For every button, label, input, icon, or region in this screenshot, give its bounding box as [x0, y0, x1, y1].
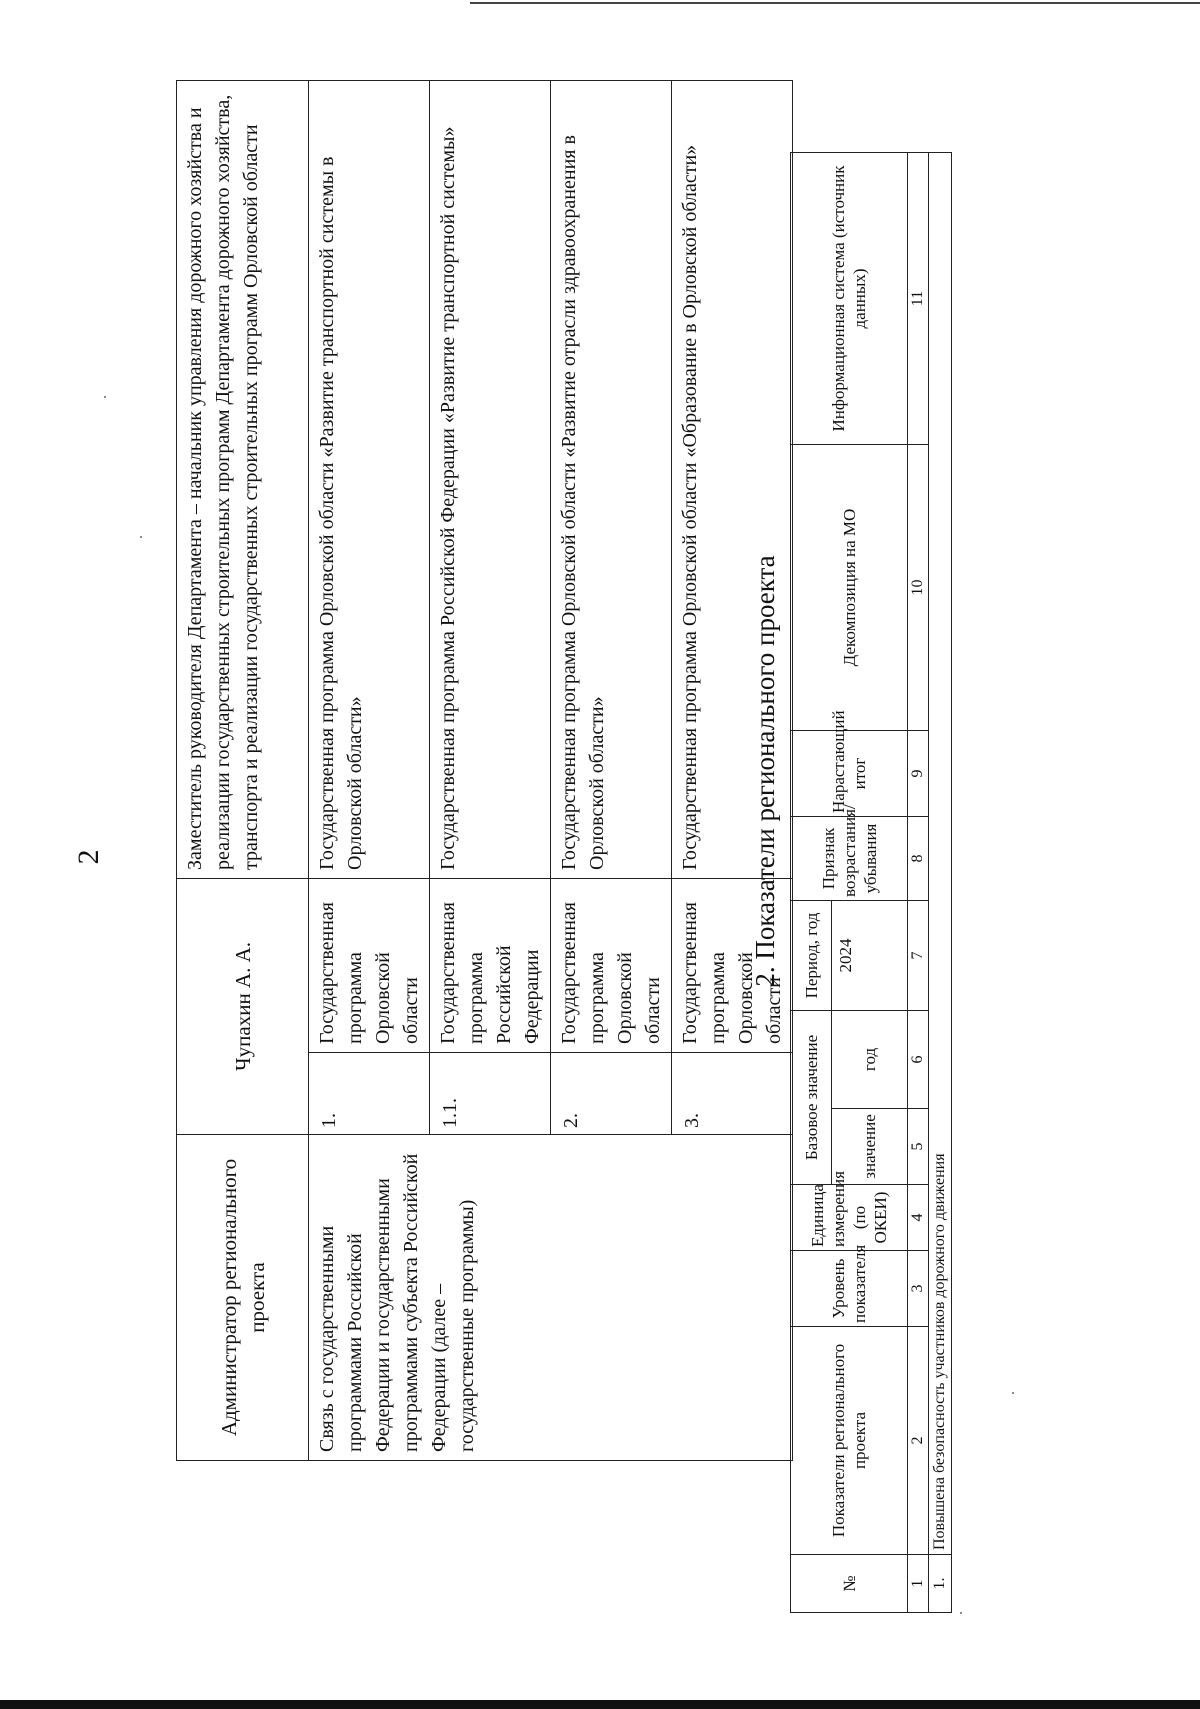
program-number: 3.: [672, 1053, 793, 1135]
indicators-table: [790, 152, 952, 1613]
header-growth-sign: Признак возрастания/ убывания: [791, 816, 908, 900]
column-number: 11: [908, 152, 929, 444]
program-type: Государственная программа Орловской области: [551, 878, 672, 1052]
column-number: 7: [908, 900, 929, 1010]
column-number: 10: [908, 444, 929, 730]
header-base-value-year: год: [832, 1010, 908, 1108]
column-number: 6: [908, 1010, 929, 1108]
header-info-system: Информационная система (источник данных): [791, 152, 908, 444]
program-type: Государственная программа Российской Федерации: [430, 878, 551, 1052]
admin-name: Чупахин А. А.: [177, 878, 309, 1134]
header-unit: Единица измерения (по ОКЕИ): [791, 1185, 908, 1251]
header-base-value-value: значение: [832, 1109, 908, 1185]
header-cumulative: Нарастающий итог: [791, 730, 908, 816]
program-name: Государственная программа Орловской области «Развитие транспортной системы в Орловской области»: [309, 80, 430, 878]
program-number: 1.1.: [430, 1053, 551, 1135]
header-base-value: Базовое значение: [791, 1010, 832, 1184]
goal-row: [929, 152, 952, 1612]
program-type: Государственная программа Орловской области: [672, 878, 793, 1052]
header-num: №: [791, 1555, 908, 1613]
column-number: 2: [908, 1327, 929, 1555]
program-number: 2.: [551, 1053, 672, 1135]
admin-row: [177, 80, 309, 1460]
header-level: Уровень показателя: [791, 1251, 908, 1327]
admin-label: Администратор регионального проекта: [177, 1135, 309, 1461]
column-number: 3: [908, 1251, 929, 1327]
column-number: 9: [908, 730, 929, 816]
link-label: Связь с государственными программами Российской Федерации и государственными программами субъекта Российской Федерации (далее – государственные программы): [309, 1135, 793, 1461]
project-info-table: [176, 80, 793, 1461]
column-number: 4: [908, 1185, 929, 1251]
column-number: 1: [908, 1555, 929, 1613]
program-number: 1.: [309, 1053, 430, 1135]
program-name: Государственная программа Российской Федерации «Развитие транспортной системы»: [430, 80, 551, 878]
page-number: 2: [72, 849, 105, 865]
column-number: 8: [908, 816, 929, 900]
header-period: Период, год: [791, 900, 832, 1010]
header-period-year: 2024: [832, 900, 908, 1010]
goal-title: Повышена безопасность участников дорожного движения: [929, 152, 952, 1554]
column-number: 5: [908, 1109, 929, 1185]
column-numbers-row: [908, 152, 929, 1612]
goal-number: 1.: [929, 1555, 952, 1613]
section-title: 2. Показатели регионального проекта: [750, 555, 780, 987]
program-type: Государственная программа Орловской области: [309, 878, 430, 1052]
program-name: Государственная программа Орловской области «Развитие отрасли здравоохранения в Орловской области»: [551, 80, 672, 878]
admin-position: Заместитель руководителя Департамента – начальник управления дорожного хозяйства и реализации государственных строительных программ Департамента дорожного хозяйства, транспорта и реализации государственных строительных программ Орловской области: [177, 80, 309, 878]
header-indicator: Показатели регионального проекта: [791, 1327, 908, 1555]
program-name: Государственная программа Орловской области «Образование в Орловской области»: [672, 80, 793, 878]
header-row: [791, 152, 832, 1612]
header-decomposition: Декомпозиция на МО: [791, 444, 908, 730]
program-row: [309, 80, 430, 1460]
